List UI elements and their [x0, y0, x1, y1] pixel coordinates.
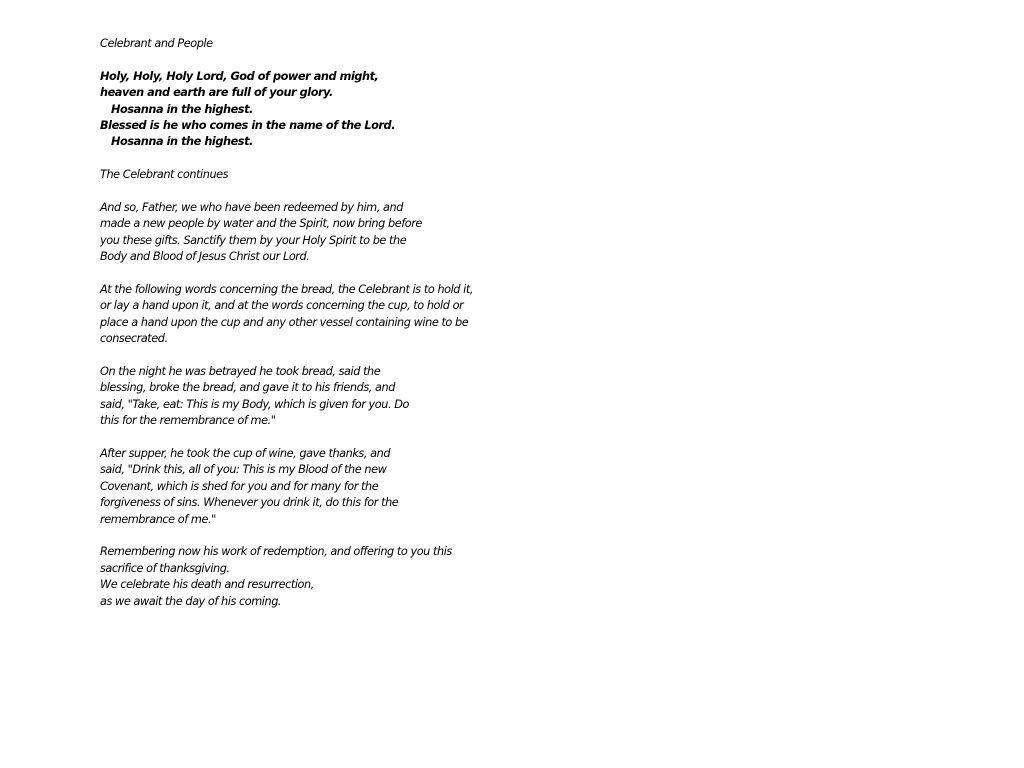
paragraph-line: said, "Take, eat: This is my Body, which is given for you. Do [100, 397, 409, 411]
paragraph-line: We celebrate his death and resurrection, [100, 578, 314, 592]
paragraph-line: Covenant, which is shed for you and for many for the [100, 479, 379, 493]
anamnesis-paragraph [100, 544, 520, 610]
paragraph-line: blessing, broke the bread, and gave it to his friends, and [100, 381, 395, 395]
liturgy-document [100, 36, 520, 627]
paragraph-line: remembrance of me." [100, 512, 216, 526]
paragraph-line: said, "Drink this, all of you: This is my Blood of the new [100, 463, 387, 477]
sanctus-hosanna-line: Hosanna in the highest. [111, 102, 253, 116]
epiclesis-paragraph [100, 200, 520, 266]
rubric-line: place a hand upon the cup and any other vessel containing wine to be [100, 315, 469, 329]
rubric-line: or lay a hand upon it, and at the words concerning the cup, to hold or [100, 299, 464, 313]
rubric-manual-acts [100, 282, 520, 348]
paragraph-line: you these gifts. Sanctify them by your Holy Spirit to be the [100, 233, 407, 247]
rubric-line: At the following words concerning the bread, the Celebrant is to hold it, [100, 283, 473, 297]
paragraph-line: made a new people by water and the Spirit, now bring before [100, 217, 422, 231]
paragraph-line: Remembering now his work of redemption, and offering to you this [100, 545, 452, 559]
paragraph-line: On the night he was betrayed he took bread, said the [100, 365, 381, 379]
rubric-celebrant-continues [100, 167, 520, 183]
rubric-celebrant-and-people [100, 36, 520, 52]
rubric-line: The Celebrant continues [100, 168, 229, 182]
institution-bread-paragraph [100, 364, 520, 430]
paragraph-line: forgiveness of sins. Whenever you drink it, do this for the [100, 496, 399, 510]
paragraph-line: this for the remembrance of me." [100, 414, 276, 428]
institution-cup-paragraph [100, 446, 520, 528]
sanctus-line: heaven and earth are full of your glory. [100, 86, 333, 100]
rubric-line: consecrated. [100, 332, 168, 346]
sanctus-block [100, 69, 520, 151]
sanctus-line: Holy, Holy, Holy Lord, God of power and might, [100, 69, 379, 83]
paragraph-line: as we await the day of his coming. [100, 594, 282, 608]
sanctus-line: Blessed is he who comes in the name of the Lord. [100, 119, 396, 133]
sanctus-hosanna-line: Hosanna in the highest. [111, 135, 253, 149]
paragraph-line: After supper, he took the cup of wine, gave thanks, and [100, 447, 391, 461]
paragraph-line: sacrifice of thanksgiving. [100, 561, 230, 575]
paragraph-line: Body and Blood of Jesus Christ our Lord. [100, 250, 310, 264]
rubric-line: Celebrant and People [100, 37, 213, 50]
paragraph-line: And so, Father, we who have been redeemed by him, and [100, 201, 403, 215]
